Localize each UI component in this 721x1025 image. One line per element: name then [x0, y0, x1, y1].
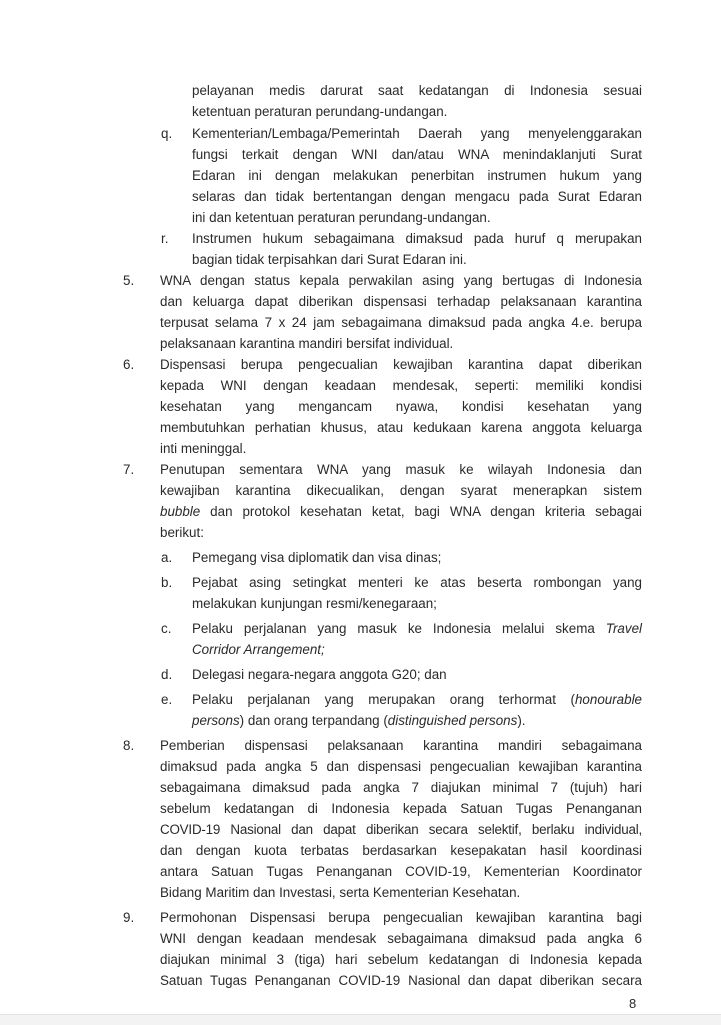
text-line: ketentuan peraturan perundang-undangan.	[192, 104, 448, 119]
text-line: Instrumen hukum sebagaimana dimaksud pada huruf q merupakan	[192, 231, 642, 246]
list-marker: q.	[161, 126, 173, 141]
text-line: ini dan ketentuan peraturan perundang-undangan.	[192, 210, 491, 225]
text-line: Satuan Tugas Penanganan COVID-19 Nasional dan dapat diberikan secara	[160, 973, 642, 988]
text-line: Pemegang visa diplomatik dan visa dinas;	[192, 550, 442, 565]
text-line: bagian tidak terpisahkan dari Surat Edaran ini.	[192, 252, 467, 267]
text-line: kepada WNI dengan keadaan mendesak, seperti: memiliki kondisi	[160, 378, 642, 393]
text-line: pelayanan medis darurat saat kedatangan di Indonesia sesuai	[192, 83, 642, 98]
text-line: Delegasi negara-negara anggota G20; dan	[192, 667, 447, 682]
text-line: WNA dengan status kepala perwakilan asing yang bertugas di Indonesia	[160, 273, 642, 288]
list-marker: 5.	[123, 273, 135, 288]
text-line: dan keluarga dapat diberikan dispensasi terhadap pelaksanaan karantina	[160, 294, 642, 309]
text-line: Bidang Maritim dan Investasi, serta Kementerian Kesehatan.	[160, 885, 521, 900]
text-line: antara Satuan Tugas Penanganan COVID-19, Kementerian Koordinator	[160, 864, 642, 879]
text-line: fungsi terkait dengan WNI dan/atau WNA menindaklanjuti Surat	[192, 147, 642, 162]
text-line: Kementerian/Lembaga/Pemerintah Daerah yang menyelenggarakan	[192, 126, 642, 141]
text-line: sebelum kedatangan di Indonesia kepada Satuan Tugas Penanganan	[160, 801, 642, 816]
scan-bottom-edge	[0, 1014, 721, 1025]
list-marker: 6.	[123, 357, 135, 372]
text-line-travel: Pelaku perjalanan yang masuk ke Indonesia melalui skema Travel	[192, 621, 642, 636]
list-marker: b.	[161, 575, 173, 590]
text-line-distinguished: persons) dan orang terpandang (distinguished persons).	[192, 713, 526, 728]
text-line-bubble: bubble dan protokol kesehatan ketat, bagi WNA dengan kriteria sebagai	[160, 504, 642, 519]
text-line: selaras dan tidak bertentangan dengan mengacu pada Surat Edaran	[192, 189, 642, 204]
text-line: Pejabat asing setingkat menteri ke atas beserta rombongan yang	[192, 575, 642, 590]
list-marker: e.	[161, 692, 173, 707]
text-line: dimaksud pada angka 5 dan dispensasi pengecualian kewajiban karantina	[160, 759, 642, 774]
text-line: pelaksanaan karantina mandiri bersifat individual.	[160, 336, 454, 351]
text-line: diajukan minimal 3 (tiga) hari sebelum kedatangan di Indonesia kepada	[160, 952, 642, 967]
list-marker: c.	[161, 621, 172, 636]
text-line: Edaran ini dengan melakukan penerbitan instrumen hukum yang	[192, 168, 642, 183]
list-marker: r.	[161, 231, 169, 246]
text-line: COVID-19 Nasional dan dapat diberikan secara selektif, berlaku individual,	[160, 822, 642, 837]
list-marker: a.	[161, 550, 173, 565]
text-line: membutuhkan perhatian khusus, atau kedukaan karena anggota keluarga	[160, 420, 642, 435]
text-line: sebagaimana dimaksud pada angka 7 diajukan minimal 7 (tujuh) hari	[160, 780, 642, 795]
text-line: Dispensasi berupa pengecualian kewajiban karantina dapat diberikan	[160, 357, 642, 372]
text-line: Pemberian dispensasi pelaksanaan karantina mandiri sebagaimana	[160, 738, 642, 753]
text-line: dan dengan kuota terbatas berdasarkan kesepakatan hasil koordinasi	[160, 843, 642, 858]
text-line: berikut:	[160, 525, 204, 540]
text-line: Penutupan sementara WNA yang masuk ke wilayah Indonesia dan	[160, 462, 642, 477]
text-line-corridor: Corridor Arrangement;	[192, 642, 325, 657]
text-line: inti meninggal.	[160, 441, 247, 456]
text-line: kesehatan yang mengancam nyawa, kondisi kesehatan yang	[160, 399, 642, 414]
text-line: kewajiban karantina dikecualikan, dengan syarat menerapkan sistem	[160, 483, 642, 498]
list-marker: 8.	[123, 738, 135, 753]
page-number: 8	[629, 996, 637, 1011]
text-line-honourable: Pelaku perjalanan yang merupakan orang terhormat (honourable	[192, 692, 642, 707]
text-line: terpusat selama 7 x 24 jam sebagaimana dimaksud pada angka 4.e. berupa	[160, 315, 642, 330]
list-marker: d.	[161, 667, 173, 682]
text-line: melakukan kunjungan resmi/kenegaraan;	[192, 596, 437, 611]
list-marker: 9.	[123, 910, 135, 925]
text-line: WNI dengan keadaan mendesak sebagaimana dimaksud pada angka 6	[160, 931, 642, 946]
list-marker: 7.	[123, 462, 135, 477]
text-line: Permohonan Dispensasi berupa pengecualian kewajiban karantina bagi	[160, 910, 642, 925]
